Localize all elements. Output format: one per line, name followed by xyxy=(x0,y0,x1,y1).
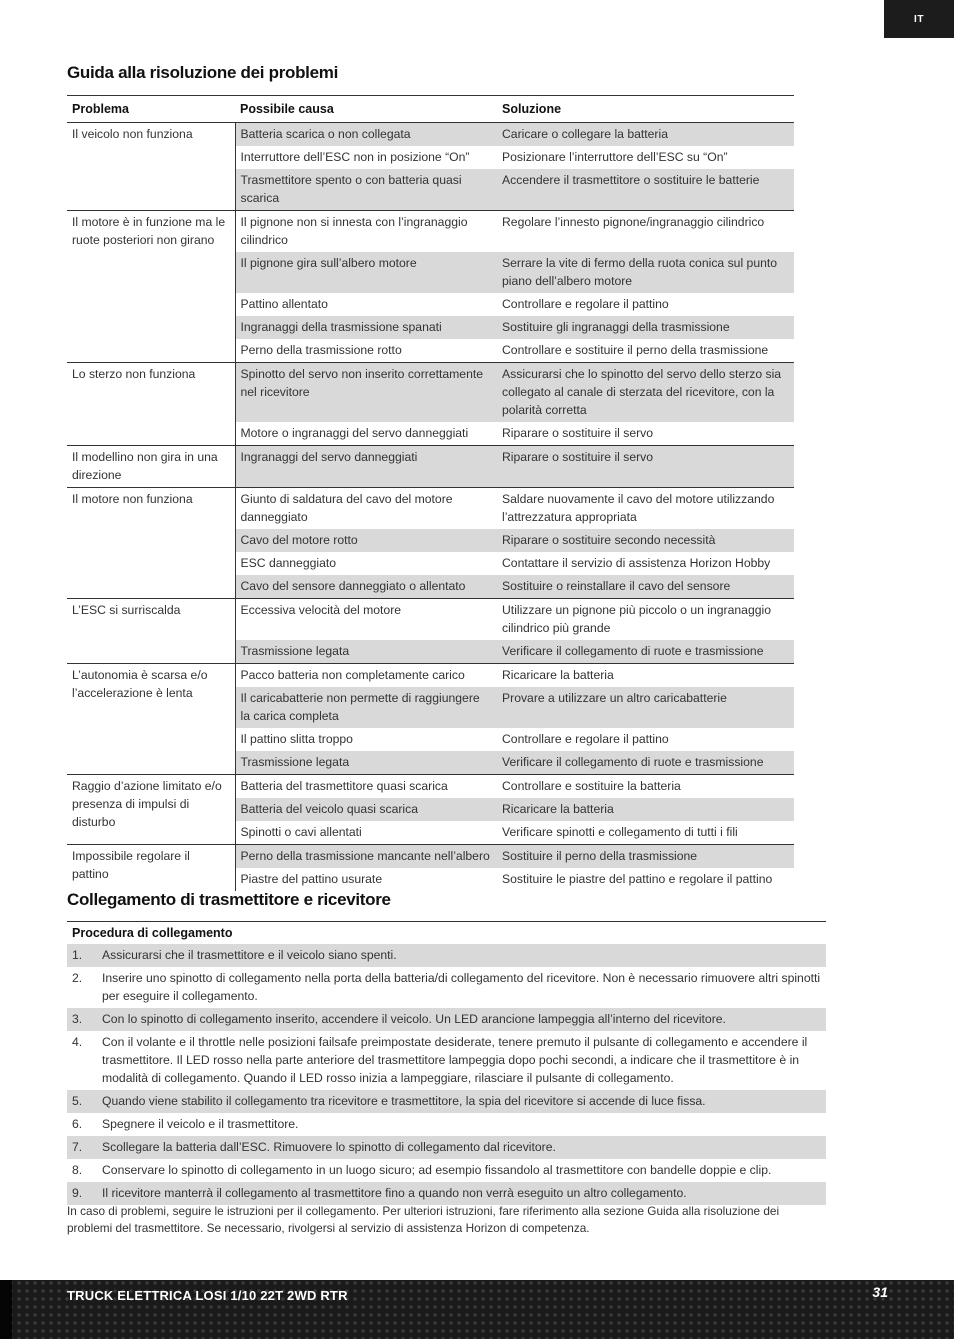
header-problem: Problema xyxy=(67,96,235,123)
cause-cell: Giunto di saldatura del cavo del motore danneggiato xyxy=(235,488,497,530)
list-item xyxy=(67,1031,826,1090)
cause-cell: Il caricabatterie non permette di raggiungere la carica completa xyxy=(235,687,497,728)
table-row xyxy=(67,775,794,799)
step-number: 7. xyxy=(67,1136,97,1159)
cause-cell: Trasmissione legata xyxy=(235,640,497,664)
step-number: 4. xyxy=(72,1035,83,1049)
list-item xyxy=(67,1182,826,1205)
cause-cell: Cavo del motore rotto xyxy=(235,529,497,552)
binding-title: Collegamento di trasmettitore e ricevitore xyxy=(67,890,391,909)
cause-cell: Il pattino slitta troppo xyxy=(240,732,353,746)
table-row xyxy=(67,488,794,530)
step-text: Inserire uno spinotto di collegamento nella porta della batteria/di collegamento del ricevitore. Non è necessario rimuovere altri spinotti per eseguire il collegamento. xyxy=(102,971,821,1003)
solution-cell: Sostituire il perno della trasmissione xyxy=(497,845,794,869)
problem-cell: Lo sterzo non funziona xyxy=(67,363,235,446)
step-text: Assicurarsi che il trasmettitore e il veicolo siano spenti. xyxy=(97,944,826,967)
solution-cell: Provare a utilizzare un altro caricabatterie xyxy=(497,687,794,728)
binding-note: In caso di problemi, seguire le istruzioni per il collegamento. Per ulteriori istruzioni, fare riferimento alla sezione Guida alla risoluzione dei problemi del trasmettitore. Se necessario, rivolgersi al servizio di assistenza Horizon di competenza. xyxy=(67,1204,780,1235)
table-row xyxy=(67,363,794,423)
cause-cell: Pattino allentato xyxy=(240,297,328,311)
solution-cell: Assicurarsi che lo spinotto del servo dello sterzo sia collegato al canale di sterzata del ricevitore, con la polarità corretta xyxy=(497,363,794,423)
step-text: Con lo spinotto di collegamento inserito, accendere il veicolo. Un LED arancione lampeggia all’interno del ricevitore. xyxy=(97,1008,826,1031)
problem-cell: Il modellino non gira in una direzione xyxy=(67,446,235,488)
solution-cell: Caricare o collegare la batteria xyxy=(497,123,794,147)
table-row xyxy=(67,446,794,488)
cause-cell: Batteria del veicolo quasi scarica xyxy=(235,798,497,821)
problem-cell: Raggio d’azione limitato e/o presenza di impulsi di disturbo xyxy=(67,775,235,845)
cause-cell: Motore o ingranaggi del servo danneggiati xyxy=(240,426,469,440)
footer-title: TRUCK ELETTRICA LOSI 1/10 22T 2WD RTR xyxy=(67,1288,348,1303)
list-item xyxy=(67,967,826,1008)
header-cause: Possibile causa xyxy=(235,96,497,123)
table-row xyxy=(67,664,794,688)
problem-cell: L’ESC si surriscalda xyxy=(67,599,235,664)
step-text: Con il volante e il throttle nelle posizioni failsafe preimpostate desiderate, tenere premuto il pulsante di collegamento e accendere il trasmettitore. Il LED rosso nella parte anteriore del trasmettitore lampeggia dopo pochi secondi, a indicare che il trasmettitore è in modalità di collegamento. Quando il LED rosso inizia a lampeggiare, rilasciare il pulsante di collegamento. xyxy=(102,1035,808,1085)
solution-cell: Controllare e sostituire il perno della trasmissione xyxy=(502,343,769,357)
cause-cell: Cavo del sensore danneggiato o allentato xyxy=(235,575,497,599)
solution-cell: Ricaricare la batteria xyxy=(497,798,794,821)
solution-cell: Sostituire gli ingranaggi della trasmissione xyxy=(497,316,794,339)
solution-cell: Riparare o sostituire secondo necessità xyxy=(497,529,794,552)
solution-cell: Controllare e sostituire la batteria xyxy=(497,775,794,799)
cause-cell: Ingranaggi del servo danneggiati xyxy=(235,446,497,488)
problem-cell: Il veicolo non funziona xyxy=(67,123,235,211)
step-number: 6. xyxy=(72,1117,83,1131)
solution-cell: Regolare l’innesto pignone/ingranaggio cilindrico xyxy=(497,211,794,253)
cause-cell: Il pignone non si innesta con l’ingranaggio cilindrico xyxy=(235,211,497,253)
table-header-row xyxy=(67,96,794,123)
binding-header-row xyxy=(67,922,826,945)
solution-cell: Accendere il trasmettitore o sostituire le batterie xyxy=(497,169,794,211)
list-item xyxy=(67,1113,826,1136)
solution-cell: Controllare e regolare il pattino xyxy=(502,297,669,311)
table-row xyxy=(67,123,794,147)
list-item xyxy=(67,1008,826,1031)
solution-cell: Posizionare l’interruttore dell’ESC su “On” xyxy=(502,150,728,164)
cause-cell: Interruttore dell’ESC non in posizione “On” xyxy=(240,150,470,164)
binding-table xyxy=(67,921,826,1205)
solution-cell: Riparare o sostituire il servo xyxy=(497,446,794,488)
troubleshooting-title: Guida alla risoluzione dei problemi xyxy=(67,63,338,82)
cause-cell: Eccessiva velocità del motore xyxy=(235,599,497,641)
table-row xyxy=(67,599,794,641)
solution-cell: Sostituire le piastre del pattino e regolare il pattino xyxy=(502,872,773,886)
problem-cell: Impossibile regolare il pattino xyxy=(67,845,235,892)
solution-cell: Riparare o sostituire il servo xyxy=(502,426,654,440)
solution-cell: Verificare spinotti e collegamento di tutti i fili xyxy=(502,825,738,839)
solution-cell: Controllare e regolare il pattino xyxy=(502,732,669,746)
cause-cell: Trasmettitore spento o con batteria quasi scarica xyxy=(235,169,497,211)
step-text: Il ricevitore manterrà il collegamento al trasmettitore fino a quando non verrà eseguito un altro collegamento. xyxy=(97,1182,826,1205)
cause-cell: Spinotti o cavi allentati xyxy=(240,825,362,839)
step-number: 1. xyxy=(67,944,97,967)
cause-cell: Batteria del trasmettitore quasi scarica xyxy=(235,775,497,799)
problem-cell: Il motore non funziona xyxy=(67,488,235,599)
cause-cell: Pacco batteria non completamente carico xyxy=(235,664,497,688)
step-number: 2. xyxy=(72,971,83,985)
cause-cell: ESC danneggiato xyxy=(240,556,337,570)
solution-cell: Serrare la vite di fermo della ruota conica sul punto piano dell’albero motore xyxy=(497,252,794,293)
solution-cell: Verificare il collegamento di ruote e trasmissione xyxy=(497,751,794,775)
cause-cell: Batteria scarica o non collegata xyxy=(235,123,497,147)
table-row xyxy=(67,845,794,869)
step-text: Conservare lo spinotto di collegamento in un luogo sicuro; ad esempio fissandolo al trasmettitore con bandelle doppie e clip. xyxy=(102,1163,772,1177)
step-text: Scollegare la batteria dall’ESC. Rimuovere lo spinotto di collegamento dal ricevitore. xyxy=(97,1136,826,1159)
solution-cell: Sostituire o reinstallare il cavo del sensore xyxy=(497,575,794,599)
step-number: 9. xyxy=(67,1182,97,1205)
step-text: Spegnere il veicolo e il trasmettitore. xyxy=(102,1117,299,1131)
cause-cell: Ingranaggi della trasmissione spanati xyxy=(235,316,497,339)
solution-cell: Saldare nuovamente il cavo del motore utilizzando l’attrezzatura appropriata xyxy=(497,488,794,530)
cause-cell: Spinotto del servo non inserito correttamente nel ricevitore xyxy=(235,363,497,423)
cause-cell: Piastre del pattino usurate xyxy=(240,872,383,886)
list-item xyxy=(67,1090,826,1113)
solution-cell: Utilizzare un pignone più piccolo o un ingranaggio cilindrico più grande xyxy=(497,599,794,641)
footer-edge xyxy=(0,1280,12,1339)
solution-cell: Ricaricare la batteria xyxy=(497,664,794,688)
list-item xyxy=(67,944,826,967)
binding-header: Procedura di collegamento xyxy=(67,922,826,945)
cause-cell: Perno della trasmissione rotto xyxy=(240,343,402,357)
cause-cell: Il pignone gira sull’albero motore xyxy=(235,252,497,293)
step-text: Quando viene stabilito il collegamento tra ricevitore e trasmettitore, la spia del ricevitore si accende di luce fissa. xyxy=(97,1090,826,1113)
table-row xyxy=(67,211,794,253)
cause-cell: Trasmissione legata xyxy=(235,751,497,775)
troubleshooting-table xyxy=(67,95,794,891)
step-number: 8. xyxy=(72,1163,83,1177)
cause-cell: Perno della trasmissione mancante nell’albero xyxy=(235,845,497,869)
page-footer xyxy=(0,1280,954,1339)
header-solution: Soluzione xyxy=(497,96,794,123)
list-item xyxy=(67,1136,826,1159)
solution-cell: Contattare il servizio di assistenza Horizon Hobby xyxy=(502,556,771,570)
page-number: 31 xyxy=(872,1284,888,1300)
solution-cell: Verificare il collegamento di ruote e trasmissione xyxy=(497,640,794,664)
list-item xyxy=(67,1159,826,1182)
problem-cell: L’autonomia è scarsa e/o l’accelerazione è lenta xyxy=(67,664,235,775)
step-number: 3. xyxy=(67,1008,97,1031)
problem-cell: Il motore è in funzione ma le ruote posteriori non girano xyxy=(67,211,235,363)
step-number: 5. xyxy=(67,1090,97,1113)
language-tab: IT xyxy=(884,0,954,38)
